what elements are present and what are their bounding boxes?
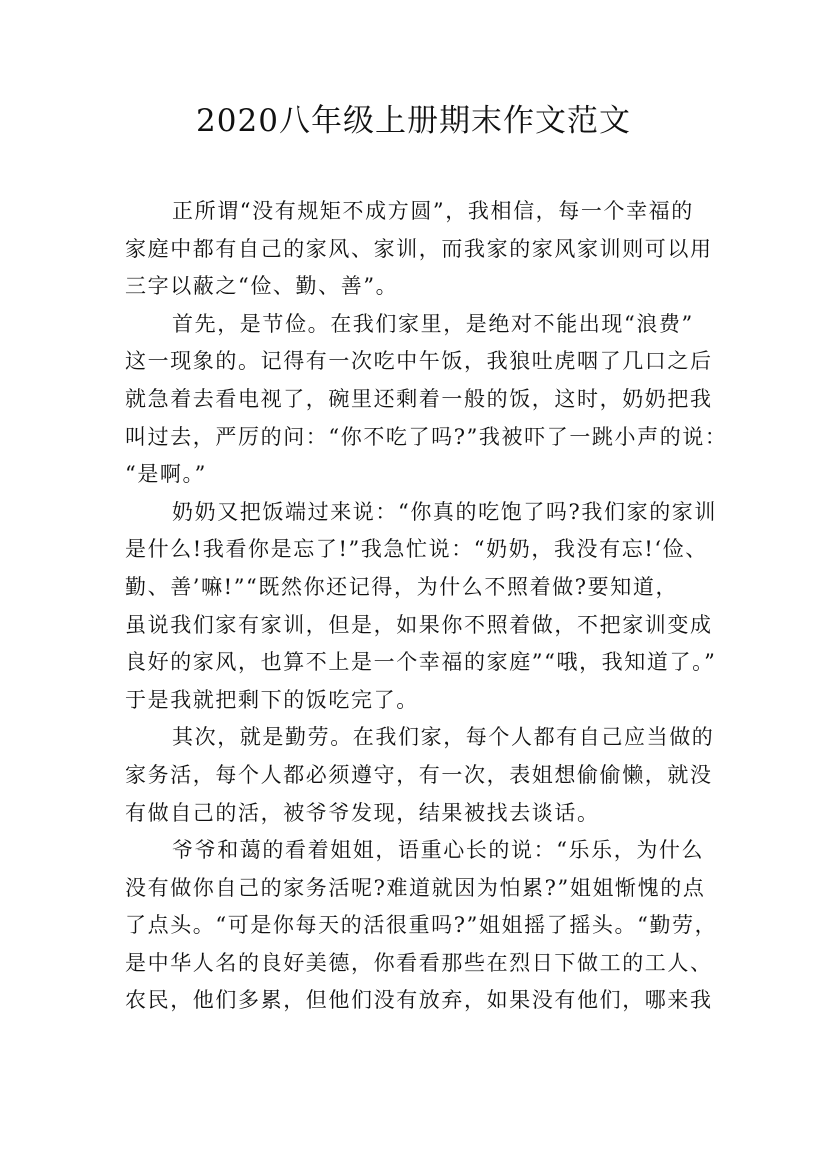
paragraph-3-line-2: 是什么!我看你是忘了!”我急忙说：“奶奶，我没有忘!‘俭、 xyxy=(125,537,708,562)
paragraph-3-line-5: 良好的家风，也算不上是一个幸福的家庭”“哦，我知道了。” xyxy=(125,650,717,675)
paragraph-2-line-1: 首先，是节俭。在我们家里，是绝对不能出现“浪费” xyxy=(172,311,694,336)
paragraph-2-line-2: 这一现象的。记得有一次吃中午饭，我狼吐虎咽了几口之后 xyxy=(125,349,713,374)
paragraph-4-line-3: 有做自己的活，被爷爷发现，结果被找去谈话。 xyxy=(125,800,600,825)
paragraph-5-line-1: 爷爷和蔼的看着姐姐，语重心长的说：“乐乐，为什么 xyxy=(172,838,705,863)
paragraph-2-line-5: “是啊。” xyxy=(125,462,207,487)
paragraph-1-line-3: 三字以蔽之“俭、勤、善”。 xyxy=(125,274,399,299)
paragraph-3-line-6: 于是我就把剩下的饭吃完了。 xyxy=(125,687,419,712)
paragraph-1-line-1: 正所谓“没有规矩不成方圆”，我相信，每一个幸福的 xyxy=(172,199,694,223)
essay-body xyxy=(125,193,728,1020)
paragraph-3-line-3: 勤、善’嘛!”“既然你还记得，为什么不照着做?要知道， xyxy=(125,574,679,599)
paragraph-2-line-3: 就急着去看电视了，碗里还剩着一般的饭，这时，奶奶把我 xyxy=(125,386,713,411)
paragraph-4-line-1: 其次，就是勤劳。在我们家，每个人都有自己应当做的 xyxy=(172,725,715,750)
paragraph-5-line-5: 农民，他们多累，但他们没有放弃，如果没有他们，哪来我 xyxy=(125,988,713,1013)
paragraph-5-line-2: 没有做你自己的家务活呢?难道就因为怕累?”姐姐惭愧的点 xyxy=(125,875,706,900)
paragraph-2-line-4: 叫过去，严厉的问：“你不吃了吗?”我被吓了一跳小声的说： xyxy=(125,424,728,449)
paragraph-3-line-4: 虽说我们家有家训，但是，如果你不照着做，不把家训变成 xyxy=(125,612,713,637)
paragraph-5-line-4: 是中华人名的良好美德，你看看那些在烈日下做工的工人、 xyxy=(125,950,713,975)
paragraph-3-line-1: 奶奶又把饭端过来说：“你真的吃饱了吗?我们家的家训 xyxy=(172,499,717,524)
document-title: 2020八年级上册期末作文范文 xyxy=(196,103,631,139)
paragraph-5-line-3: 了点头。“可是你每天的活很重吗?”姐姐摇了摇头。“勤劳， xyxy=(125,913,718,938)
paragraph-1-line-2: 家庭中都有自己的家风、家训，而我家的家风家训则可以用 xyxy=(125,236,713,261)
paragraph-4-line-2: 家务活，每个人都必须遵守，有一次，表姐想偷偷懒，就没 xyxy=(125,762,713,787)
